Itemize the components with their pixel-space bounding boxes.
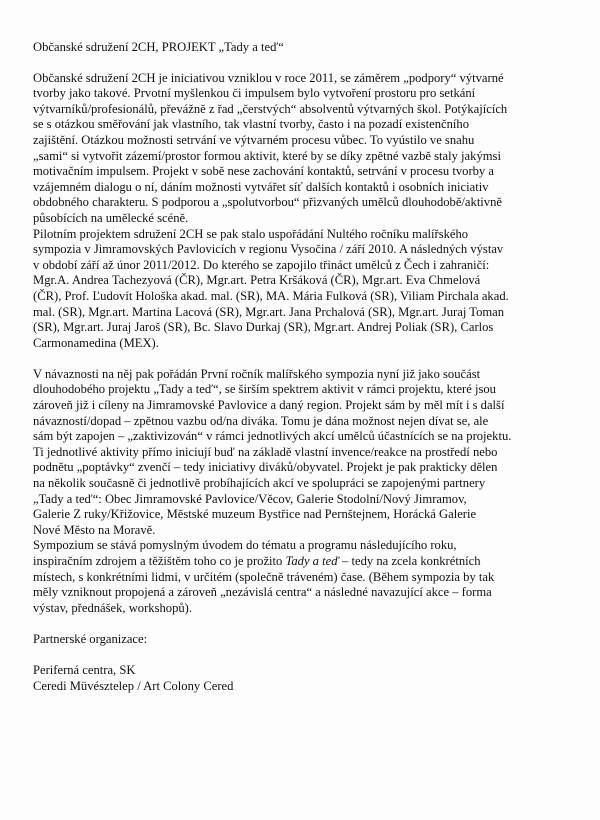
paragraph-pilot-project (33, 227, 588, 352)
text-line: motivačním impulsem. Projekt v sobě nese zachování kontaktů, setrvání v procesu tvorby a (33, 164, 494, 179)
text-line: se s otázkou směřování jak vlastního, tak vlastní tvorby, často i na pozadí existenčního (33, 117, 470, 132)
text-line: návazností/dopad – zpětnou vazbu od/na diváka. Tomu je dána možnost nejen dívat se, ale (33, 413, 489, 428)
text-line: vzájemném dialogu o ní, dáním možnosti vytvářet síť dalších kontaktů i osobních iniciativ (33, 179, 489, 194)
text-line: tvorby jako takové. Prvotní myšlenkou či impulsem bylo vytvoření prostoru pro setkání (33, 86, 476, 101)
text-line: Galerie Z ruky/Křižovice, Městské muzeum Bystřice nad Pernštejnem, Horácká Galerie (33, 507, 477, 522)
text-line: „Tady a teď“: Obec Jimramovské Pavlovice/Věcov, Galerie Stodolní/Nový Jimramov, (33, 491, 467, 506)
text-line (33, 554, 588, 570)
text-line: V návaznosti na něj pak pořádán První ročník malířského sympozia nyní již jako součást (33, 366, 481, 381)
text-line: Carmonamedina (MEX). (33, 335, 159, 350)
text-line: sám být zapojen – „zaktivizován“ v rámci jednotlivých akcí umělců účastnících se na projektu. (33, 429, 512, 444)
italic-project-name: Tady a teď (285, 554, 339, 568)
text-line: Mgr.A. Andrea Tachezyová (ČR), Mgr.art. Petra Kršáková (ČR), Mgr.art. Eva Chmelová (33, 273, 481, 288)
paragraph-spacer (33, 616, 588, 632)
paragraph-spacer (33, 648, 588, 664)
text-line: dlouhodobého projektu „Tady a teď“, se širším spektrem aktivit v rámci projektu, které jsou (33, 382, 496, 397)
text-line: působících na umělecké scéně. (33, 210, 189, 225)
text-line: Sympozium se stává pomyslným úvodem do tématu a programu následujícího roku, (33, 538, 457, 553)
text-line: měly vzniknout propojená a zároveň „nezávislá centra“ a následné navazující akce – forma (33, 585, 492, 600)
document-body (33, 40, 588, 694)
text-line: Ti jednotlivé aktivity přímo iniciují buď na základě vlastní invence/reakce na prostředí nebo (33, 444, 498, 459)
text-line: výstav, přednášek, workshopů). (33, 600, 193, 615)
text-line: obdobného charakteru. S podporou a „spolutvorbou“ přizvaných umělců dlouhodobě/aktivně (33, 195, 502, 210)
document-title: Občanské sdružení 2CH, PROJEKT „Tady a teď“ (33, 40, 284, 54)
text-line: na několik současně či jednotlivě probíhajících akcí ve spolupráci se zapojenými partnery (33, 476, 486, 491)
text-line: Pilotním projektem sdružení 2CH se pak stalo uspořádání Nultého ročníku malířského (33, 226, 469, 241)
text-segment: – tedy na zcela konkrétních (338, 554, 481, 568)
paragraph-spacer (33, 351, 588, 367)
text-line: výtvarníků/profesionálů, převážně z řad „čerstvých“ absolventů výtvarných škol. Potýkajících (33, 101, 508, 116)
partners-list (33, 663, 588, 694)
text-line: „sami“ si vytvořit zázemí/prostor formou aktivit, které by se díky zpětné vazbě staly jakýmsi (33, 148, 501, 163)
paragraph-intro (33, 71, 588, 227)
paragraph-first-year (33, 367, 588, 539)
text-line: (SR), Mgr.art. Juraj Jaroš (SR), Bc. Slavo Durkaj (SR), Mgr.art. Andrej Poliak (SR), Carlos (33, 320, 494, 335)
text-line: sympozia v Jimramovských Pavlovicích v regionu Vysočina / září 2010. A následných výstav (33, 242, 504, 257)
text-line: (ČR), Prof. Ľudovít Hološka akad. mal. (SR), MA. Mária Fulková (SR), Viliam Pirchala akad. (33, 288, 509, 303)
paragraph-symposium (33, 538, 588, 616)
text-line: Nové Město na Moravě. (33, 522, 156, 537)
partner-item: Ceredi Müvésztelep / Art Colony Cered (33, 678, 234, 693)
text-segment: inspiračním zdrojem a těžištěm toho co je prožito (33, 554, 286, 568)
text-line: zajištění. Otázkou možnosti setrvání ve výtvarném procesu vůbec. To vyústilo ve snahu (33, 132, 475, 147)
text-line: Občanské sdružení 2CH je iniciativou vzniklou v roce 2011, se záměrem „podpory“ výtvarné (33, 70, 504, 85)
text-line: místech, s konkrétními lidmi, v určitém (společně tráveném) čase. (Během sympozia by tak (33, 569, 495, 584)
partners-heading: Partnerské organizace: (33, 631, 148, 646)
partner-item: Periferná centra, SK (33, 663, 136, 678)
text-line: zároveň již i cíleny na Jimramovské Pavlovice a daný region. Projekt sám by měl mít i s další (33, 398, 505, 413)
text-line: podnětu „poptávky“ zvenčí – tedy iniciativy diváků/obyvatel. Projekt je pak prakticky dělen (33, 460, 498, 475)
text-line: mal. (SR), Mgr.art. Martina Lacová (SR), Mgr.art. Jana Prchalová (SR), Mgr.art. Juraj Toman (33, 304, 505, 319)
text-line: v období září až únor 2011/2012. Do kterého se zapojilo třináct umělců z Čech i zahraničí: (33, 257, 490, 272)
